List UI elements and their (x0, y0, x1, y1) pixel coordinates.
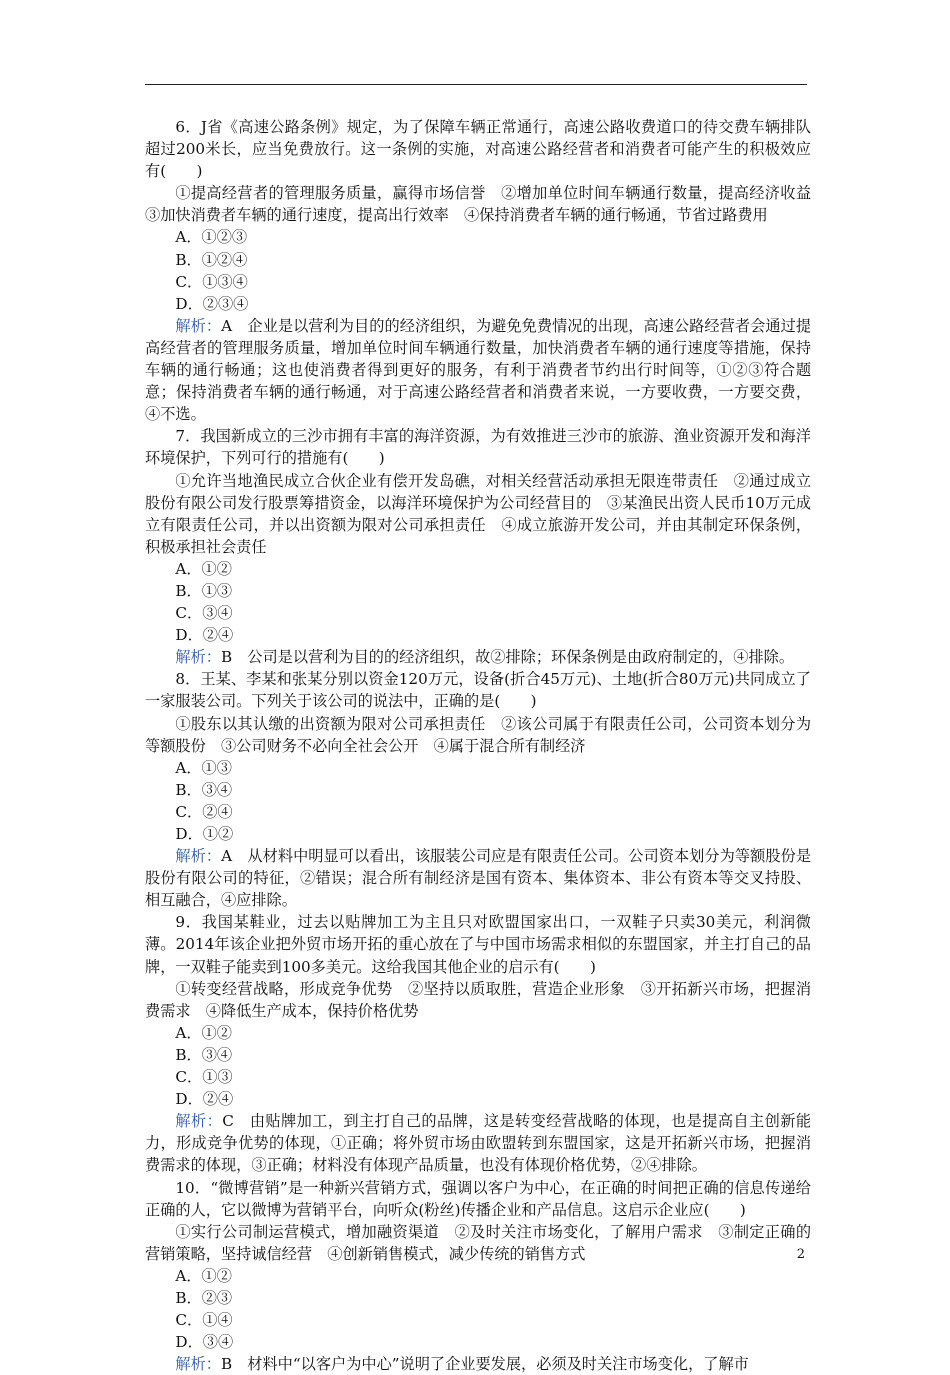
option-d: D．②④ (175, 1090, 234, 1109)
analysis-label: 解析： (175, 847, 222, 866)
option-d: D．②④ (175, 626, 234, 645)
analysis-label: 解析： (175, 648, 221, 667)
question-stem: 6．J省《高速公路条例》规定，为了保障车辆正常通行，高速公路收费道口的待交费车辆排队超过200米长，应当免费放行。这一条例的实施，对高速公路经营者和消费者可能产生的积极效应有( ) (145, 118, 811, 181)
option-a: A．①② (175, 1023, 232, 1042)
question-options (145, 757, 811, 845)
option-b: B．①②④ (175, 250, 248, 269)
analysis-label: 解析： (175, 316, 222, 335)
header-rule (145, 84, 807, 85)
page-number: 2 (796, 1247, 805, 1262)
analysis-text: B 材料中“以客户为中心”说明了企业要发展，必须及时关注市场变化，了解市 (220, 1355, 749, 1374)
option-a: A．①② (175, 559, 232, 578)
question-items: ①实行公司制运营模式，增加融资渠道 ②及时关注市场变化，了解用户需求 ③制定正确的营销策略，坚持诚信经营 ④创新销售模式，减少传统的销售方式 (145, 1222, 811, 1263)
question-stem: 8．王某、李某和张某分别以资金120万元，设备(折合45万元)、土地(折合80万元)共同成立了一家服装公司。下列关于该公司的说法中，正确的是( ) (145, 670, 811, 711)
analysis (145, 845, 811, 911)
option-a: A．①② (175, 1266, 232, 1285)
question-stem: 7．我国新成立的三沙市拥有丰富的海洋资源，为有效推进三沙市的旅游、渔业资源开发和海洋环境保护，下列可行的措施有( ) (145, 427, 811, 468)
question-options (145, 1265, 811, 1353)
option-b: B．②③ (175, 1288, 233, 1307)
option-c: C．③④ (175, 604, 233, 623)
question-options (145, 1022, 811, 1110)
question-items: ①提高经营者的管理服务质量，赢得市场信誉 ②增加单位时间车辆通行数量，提高经济收益 ③加快消费者车辆的通行速度，提高出行效率 ④保持消费者车辆的通行畅通，节省过路费用 (145, 184, 827, 225)
question-options (145, 558, 811, 646)
analysis-label: 解析： (175, 1112, 223, 1131)
option-c: C．①③④ (175, 272, 248, 291)
analysis (145, 1353, 811, 1375)
question-options (145, 226, 811, 314)
question-items: ①转变经营战略，形成竞争优势 ②坚持以质取胜，营造企业形象 ③开拓新兴市场，把握消费需求 ④降低生产成本，保持价格优势 (145, 979, 811, 1020)
analysis-text: B 公司是以营利为目的的经济组织，故②排除；环保条例是由政府制定的，④排除。 (220, 648, 795, 667)
question-items: ①股东以其认缴的出资额为限对公司承担责任 ②该公司属于有限责任公司，公司资本划分为等额股份 ③公司财务不必向全社会公开 ④属于混合所有制经济 (145, 714, 811, 755)
question-stem: 10．“微博营销”是一种新兴营销方式，强调以客户为中心，在正确的时间把正确的信息传递给正确的人，它以微博为营销平台，向听众(粉丝)传播企业和产品信息。这启示企业应( ) (145, 1178, 811, 1219)
analysis-text: C 由贴牌加工，到主打自己的品牌，这是转变经营战略的体现，也是提高自主创新能力，形成竞争优势的体现，①正确；将外贸市场由欧盟转到东盟国家，这是开拓新兴市场，把握消费需求的体现，③正确；材料没有体现产品质量，也没有体现价格优势，②④排除。 (145, 1112, 812, 1175)
analysis-text: A 从材料中明显可以看出，该服装公司应是有限责任公司。公司资本划分为等额股份是股份有限公司的特征，②错误；混合所有制经济是国有资本、集体资本、非公有资本等交叉持股、相互融合，④应排除。 (145, 847, 812, 910)
option-b: B．③④ (175, 780, 233, 799)
analysis-text: A 企业是以营利为目的的经济组织，为避免免费情况的出现，高速公路经营者会通过提高经营者的管理服务质量，增加单位时间车辆通行数量，加快消费者车辆的通行速度等措施，保持车辆的通行畅通；这也使消费者得到更好的服务，有利于消费者节约出行时间等，①②③符合题意；保持消费者车辆的通行畅通，对于高速公路经营者和消费者来说，一方要收费，一方要交费，④不选。 (145, 316, 812, 424)
option-d: D．③④ (175, 1333, 234, 1352)
option-a: A．①②③ (175, 228, 248, 247)
question-items: ①允许当地渔民成立合伙企业有偿开发岛礁，对相关经营活动承担无限连带责任 ②通过成立股份有限公司发行股票筹措资金，以海洋环境保护为公司经营目的 ③某渔民出资人民币10万元成立有限责任公司，并以出资额为限对公司承担责任 ④成立旅游开发公司，并由其制定环保条例，积极承担社会责任 (145, 471, 811, 556)
analysis (145, 646, 811, 668)
option-b: B．①③ (175, 581, 233, 600)
option-c: C．①④ (175, 1311, 233, 1330)
option-d: D．①② (175, 825, 234, 843)
page-content (145, 116, 827, 1375)
option-b: B．③④ (175, 1045, 233, 1064)
analysis-label: 解析： (175, 1355, 221, 1374)
option-d: D．②③④ (175, 294, 249, 313)
analysis (145, 1110, 811, 1176)
option-c: C．①③ (175, 1068, 233, 1087)
question-stem: 9．我国某鞋业，过去以贴牌加工为主且只对欧盟国家出口，一双鞋子只卖30美元，利润微薄。2014年该企业把外贸市场开拓的重心放在了与中国市场需求相似的东盟国家，并主打自己的品牌，一双鞋子能卖到100多美元。这给我国其他企业的启示有( ) (145, 913, 811, 976)
option-a: A．①③ (175, 758, 232, 777)
analysis (145, 315, 811, 425)
option-c: C．②④ (175, 802, 233, 821)
